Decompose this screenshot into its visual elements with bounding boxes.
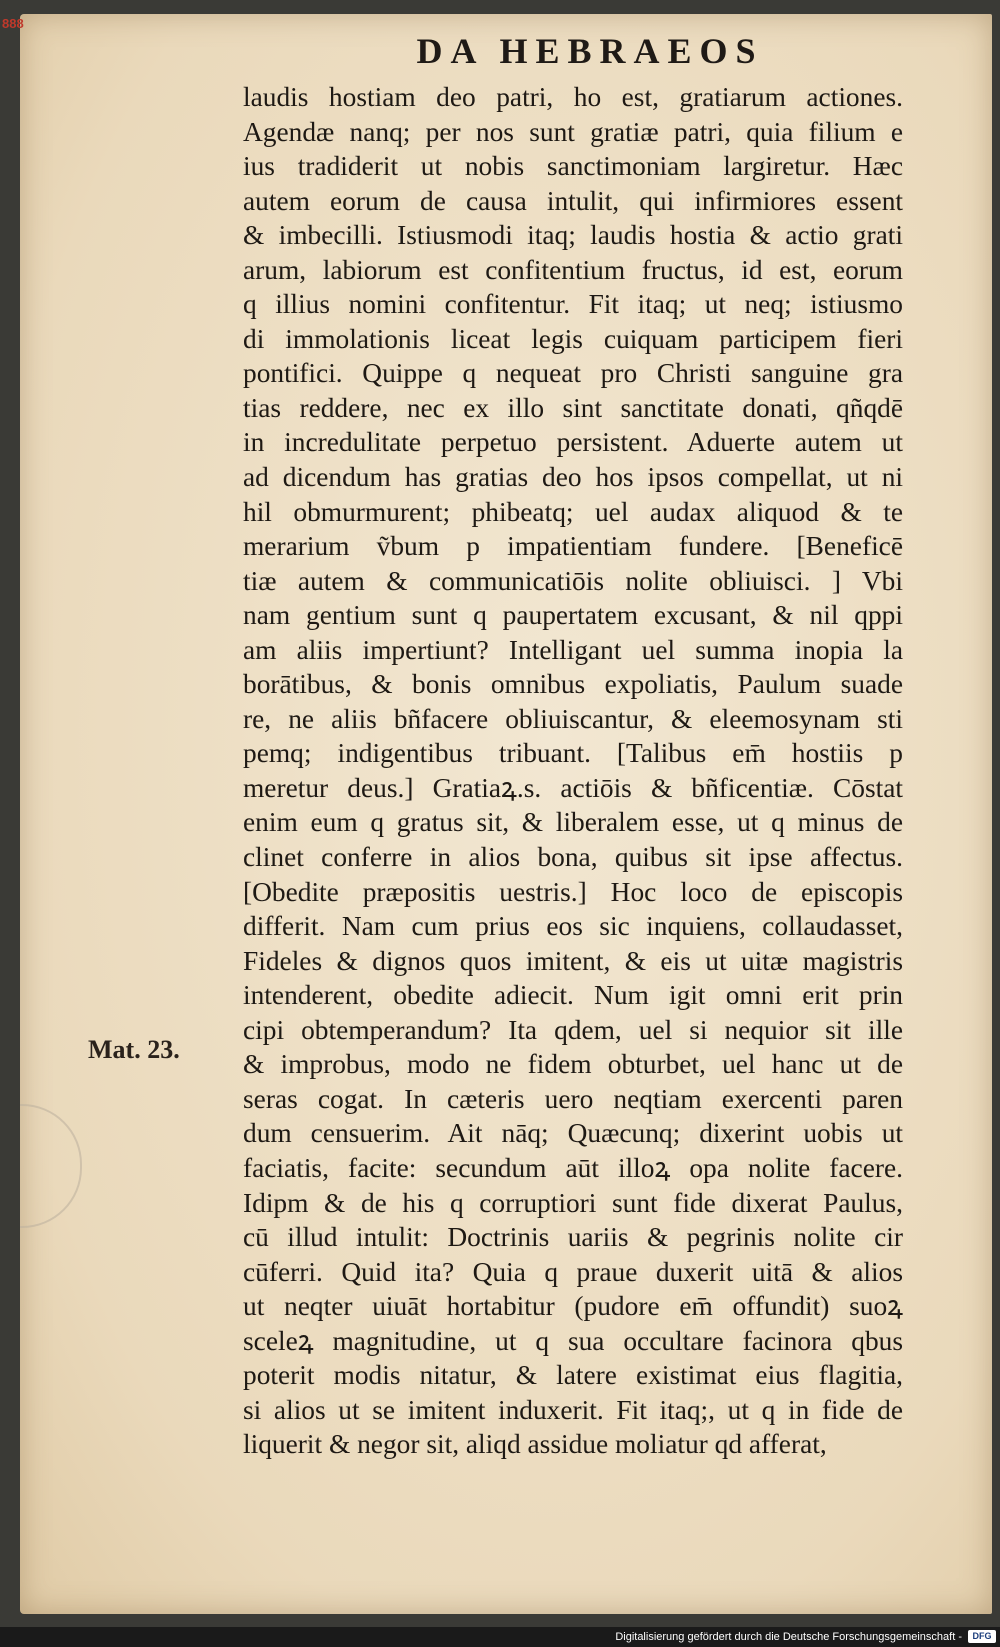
footer-credit: Digitalisierung gefördert durch die Deutsche Forschungsgemeinschaft - — [615, 1631, 962, 1643]
text-line: ut neqter uiuāt hortabitur (pudore em̄ offundit) suoꝝ — [243, 1291, 903, 1322]
text-line: cipi obtemperandum? Ita qdem, uel si nequior sit ille — [243, 1014, 903, 1045]
text-line: differit. Nam cum prius eos sic inquiens, collaudasset, — [243, 911, 903, 942]
text-line: cū illud intulit: Doctrinis uariis & pegrinis nolite cir — [243, 1222, 903, 1253]
text-line: hil obmurmurent; phibeatq; uel audax aliquod & te — [243, 496, 903, 527]
text-line: in incredulitate perpetuo persistent. Aduerte autem ut — [243, 427, 903, 458]
text-line: pontifici. Quippe q nequeat pro Christi sanguine gra — [243, 358, 903, 389]
text-line: Agendæ nanq; per nos sunt gratiæ patri, quia filium e — [243, 116, 903, 147]
text-line: poterit modis nitatur, & latere existimat eius flagitia, — [243, 1360, 903, 1391]
text-line: intenderent, obedite adiecit. Num igit omni erit prin — [243, 980, 903, 1011]
text-line: dum censuerim. Ait nāq; Quæcunq; dixerint uobis ut — [243, 1118, 903, 1149]
text-line: am aliis impertiunt? Intelligant uel summa inopia la — [243, 634, 903, 665]
text-line: laudis hostiam deo patri, ho est, gratiarum actiones. — [243, 82, 903, 112]
text-line: di immolationis liceat legis cuiquam participem fieri — [243, 323, 903, 354]
text-line: sceleꝝ magnitudine, ut q sua occultare facinora qbus — [243, 1325, 903, 1356]
text-line: Idipm & de his q corruptiori sunt fide dixerat Paulus, — [243, 1187, 903, 1218]
text-line: Fideles & dignos quos imitent, & eis ut uitæ magistris — [243, 945, 903, 976]
dfg-logo: DFG — [968, 1630, 996, 1643]
running-head: DA HEBRAEOS — [416, 31, 764, 71]
text-line: enim eum q gratus sit, & liberalem esse, ut q minus de — [243, 807, 903, 838]
marginal-note: Mat. 23. — [88, 1035, 180, 1064]
text-line: & imbecilli. Istiusmodi itaq; laudis hostia & actio grati — [243, 220, 903, 251]
text-line: [Obedite præpositis uestris.] Hoc loco de episcopis — [243, 876, 903, 907]
text-line: cūferri. Quid ita? Quia q praue duxerit uitā & alios — [243, 1256, 903, 1287]
text-line: tiæ autem & communicatiōis nolite obliuisci. ] Vbi — [243, 565, 903, 596]
text-line: liquerit & negor sit, aliqd assidue moliatur qd afferat, — [243, 1429, 827, 1460]
text-line: q illius nomini confitentur. Fit itaq; ut neq; istiusmo — [243, 289, 903, 320]
page-edge-shadow — [20, 1104, 82, 1228]
text-line: seras cogat. In cæteris uero neqtiam exercenti paren — [243, 1083, 903, 1114]
text-line: borātibus, & bonis omnibus expoliatis, Paulum suade — [243, 669, 903, 700]
text-line: clinet conferre in alios bona, quibus sit ipse affectus. — [243, 842, 903, 873]
text-line: autem eorum de causa intulit, qui infirmiores essent — [243, 185, 903, 216]
text-line: meretur deus.] Gratiaꝝ.s. actiōis & bñficentiæ. Cōstat — [243, 772, 903, 803]
text-line: re, ne aliis bñfacere obliuiscantur, & eleemosynam sti — [243, 703, 903, 734]
text-line: ius tradiderit ut nobis sanctimoniam largiretur. Hæc — [243, 151, 903, 182]
folio-number: 888 — [2, 16, 24, 31]
text-line: pemq; indigentibus tribuant. [Talibus em̄ hostiis p — [243, 738, 903, 769]
text-line: nam gentium sunt q paupertatem excusant, & nil qppi — [243, 600, 903, 631]
text-line: si alios ut se imitent induxerit. Fit itaq;, ut q in fide de — [243, 1394, 903, 1425]
text-line: faciatis, facite: secundum aūt illoꝝ opa nolite facere. — [243, 1152, 903, 1183]
text-line: & improbus, modo ne fidem obturbet, uel hanc ut de — [243, 1049, 903, 1080]
text-line: merarium ṽbum p impatientiam fundere. [Beneficē — [243, 531, 903, 562]
text-line: ad dicendum has gratias deo hos ipsos compellat, ut ni — [243, 462, 903, 493]
text-line: tias reddere, nec ex illo sint sanctitate donati, qñqdē — [243, 392, 903, 423]
text-line: arum, labiorum est confitentium fructus, id est, eorum — [243, 254, 903, 285]
body-text — [243, 80, 903, 1462]
